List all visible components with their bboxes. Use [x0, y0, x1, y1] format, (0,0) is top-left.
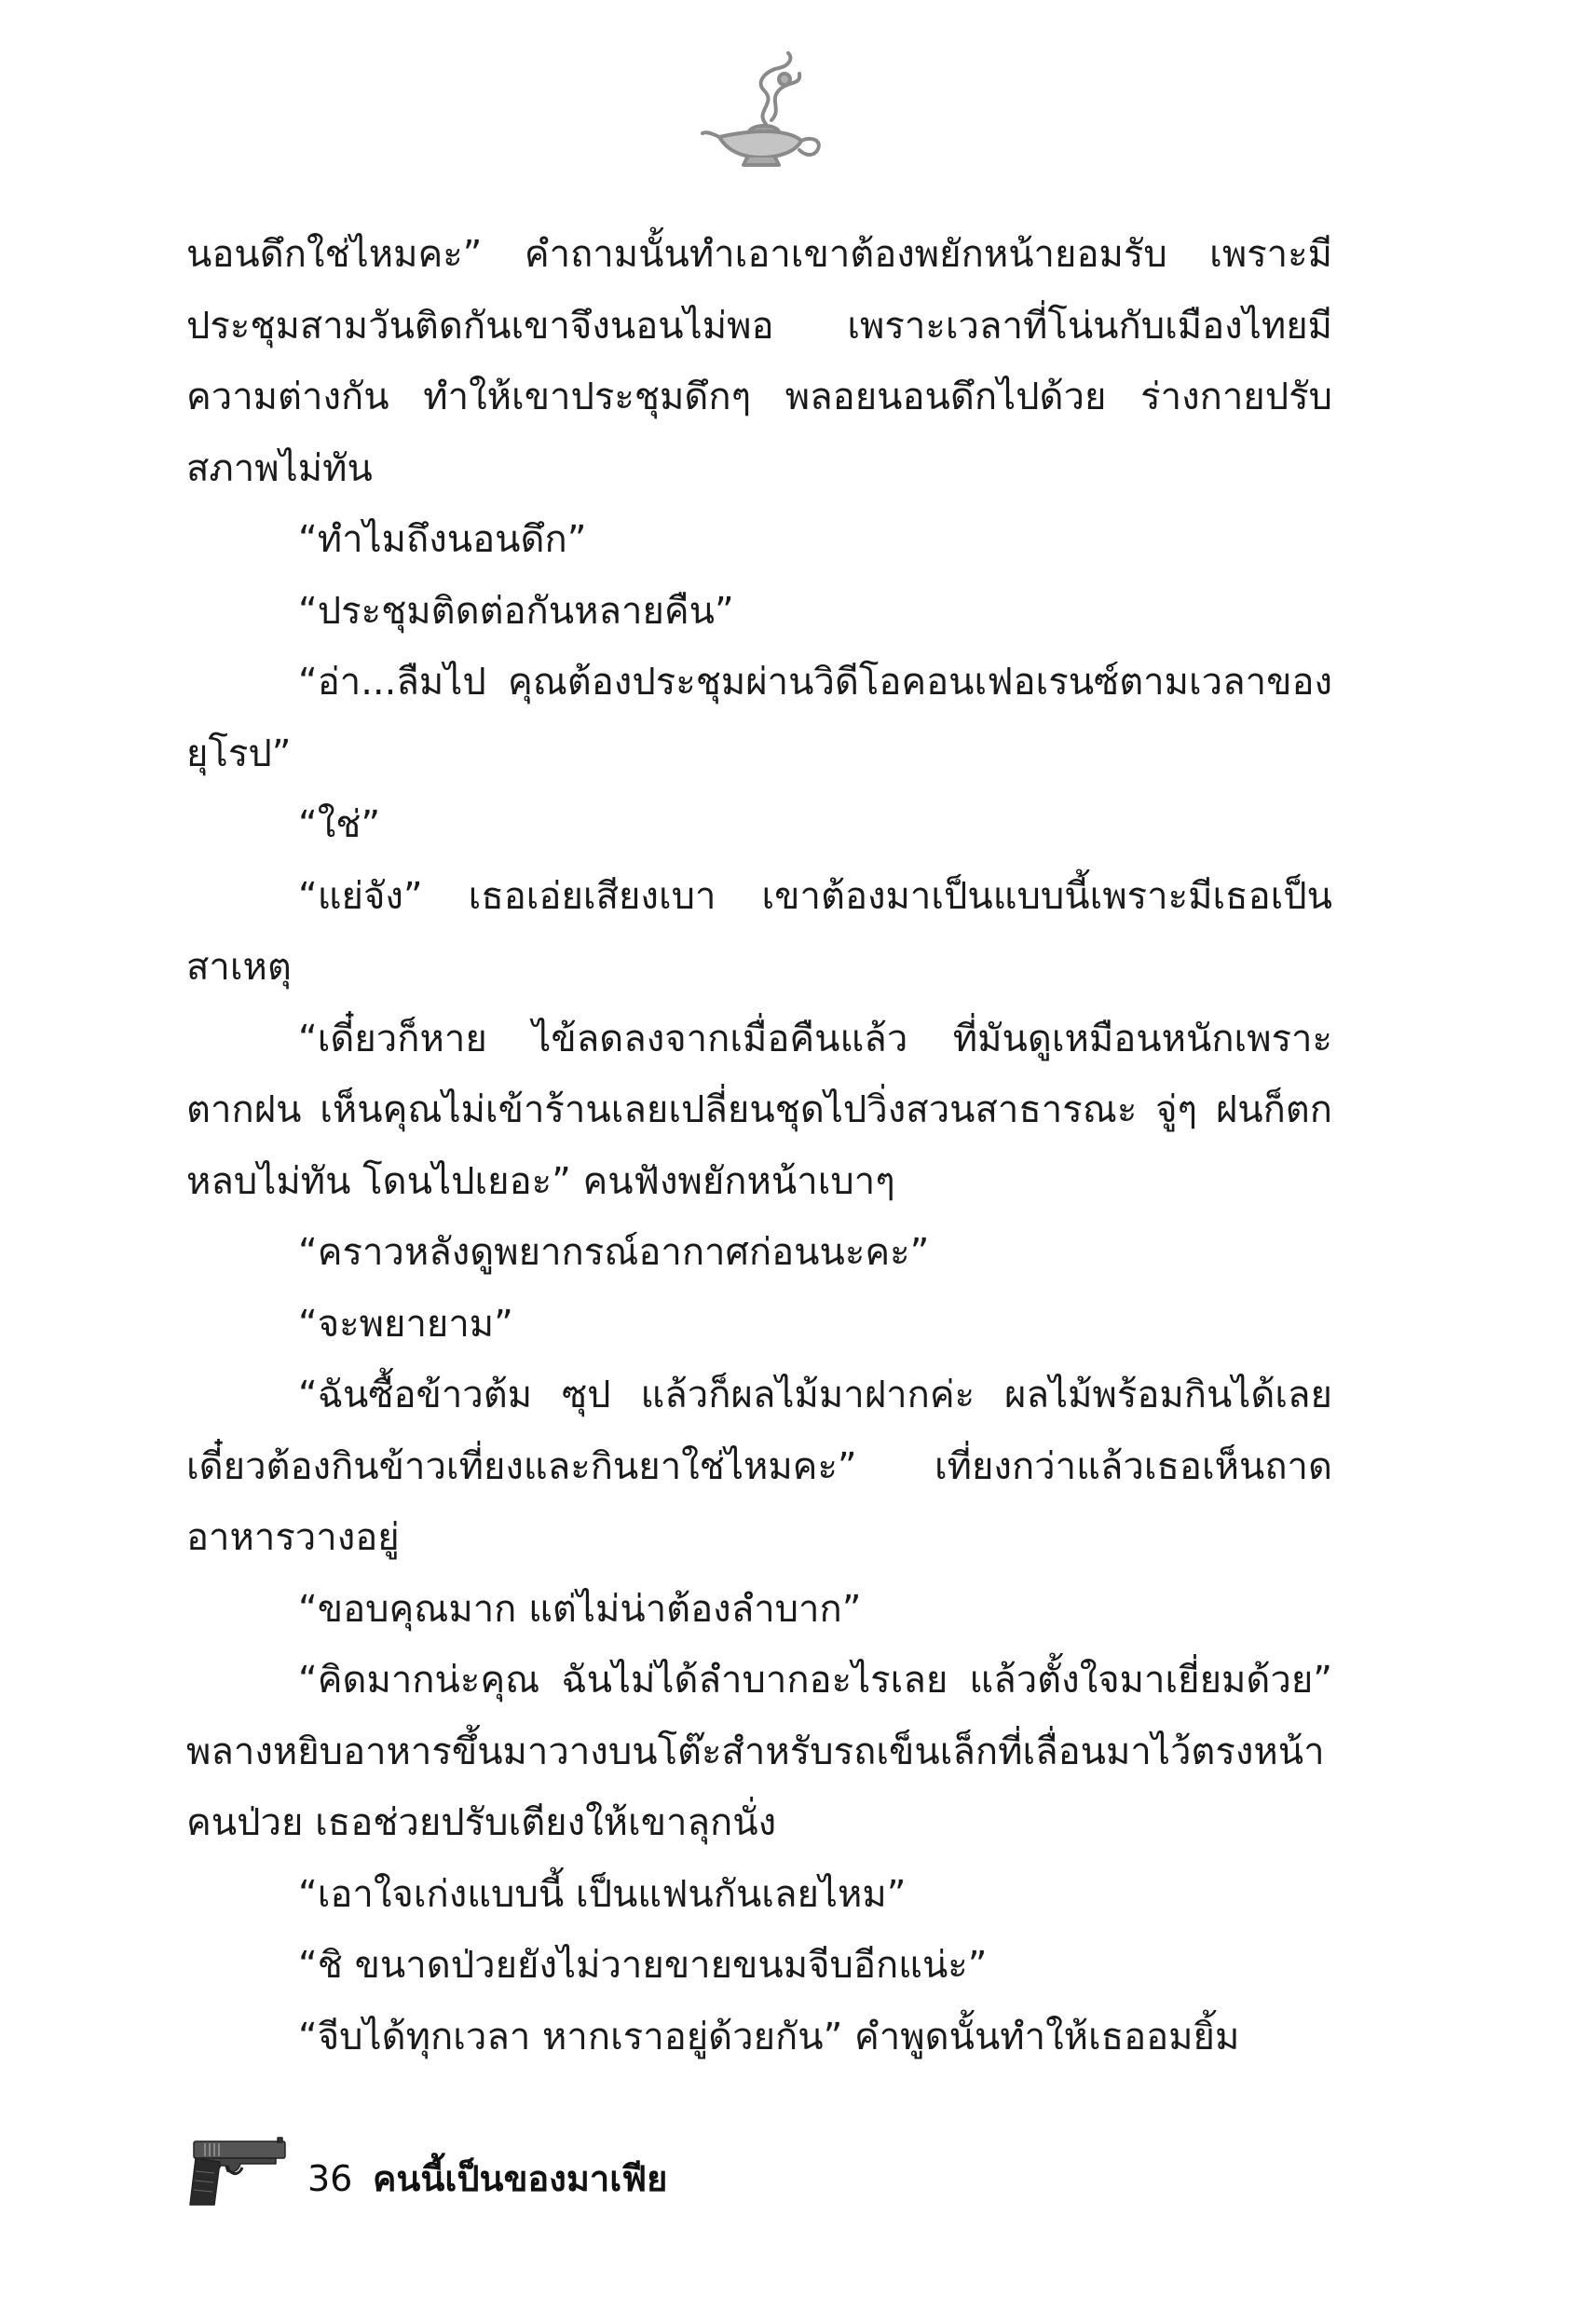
- paragraph: “จีบได้ทุกเวลา หากเราอยู่ด้วยกัน” คำพูดนั้นทำให้เธออมยิ้ม: [298, 2015, 1240, 2058]
- paragraph: “คราวหลังดูพยากรณ์อากาศก่อนนะคะ”: [298, 1231, 930, 1274]
- paragraph: “แย่จัง” เธอเอ่ยเสียงเบา เขาต้องมาเป็นแบบนี้เพราะมีเธอเป็นสาเหตุ: [186, 874, 1332, 989]
- page-footer: [186, 2134, 1332, 2218]
- paragraph: “ชิ ขนาดป่วยยังไม่วายขายขนมจีบอีกแน่ะ”: [298, 1944, 988, 1987]
- book-title: คนนี้เป็นของมาเฟีย: [373, 2158, 668, 2199]
- body-text: [186, 219, 1332, 2072]
- paragraph: นอนดึกใช่ไหมคะ” คำถามนั้นทำเอาเขาต้องพยักหน้ายอมรับ เพราะมีประชุมสามวันติดกันเขาจึงนอนไม่พอ เพราะเวลาที่โน่นกับเมืองไทยมีความต่างกัน ทำให้เขาประชุมดึกๆ พลอยนอนดึกไปด้วย ร่างกายปรับสภาพไม่ทัน: [186, 233, 1332, 490]
- paragraph: “ทำไมถึงนอนดึก”: [298, 518, 587, 561]
- genie-lamp-icon: [699, 51, 829, 172]
- paragraph: “เอาใจเก่งแบบนี้ เป็นแฟนกันเลยไหม”: [298, 1872, 907, 1916]
- paragraph: “ประชุมติดต่อกันหลายคืน”: [298, 589, 734, 633]
- pistol-icon: [186, 2134, 289, 2208]
- paragraph: “คิดมากน่ะคุณ ฉันไม่ได้ลำบากอะไรเลย แล้วตั้งใจมาเยี่ยมด้วย” พลางหยิบอาหารขึ้นมาวางบนโต๊ะสำหรับรถเข็นเล็กที่เลื่อนมาไว้ตรงหน้าคนป่วย เธอช่วยปรับเตียงให้เขาลุกนั่ง: [186, 1659, 1332, 1844]
- page-number: 36: [307, 2158, 353, 2199]
- paragraph: “ใช่”: [298, 803, 381, 846]
- paragraph: “ขอบคุณมาก แต่ไม่น่าต้องลำบาก”: [298, 1587, 862, 1631]
- paragraph: “จะพยายาม”: [298, 1302, 513, 1346]
- paragraph: “เดี๋ยวก็หาย ไข้ลดลงจากเมื่อคืนแล้ว ที่มันดูเหมือนหนักเพราะตากฝน เห็นคุณไม่เข้าร้านเลยเปลี่ยนชุดไปวิ่งสวนสาธารณะ จู่ๆ ฝนก็ตก หลบไม่ทัน โดนไปเยอะ” คนฟังพยักหน้าเบาๆ: [186, 1017, 1332, 1203]
- paragraph: “อ่า...ลืมไป คุณต้องประชุมผ่านวิดีโอคอนเฟอเรนซ์ตามเวลาของยุโรป”: [186, 661, 1332, 775]
- paragraph: “ฉันซื้อข้าวต้ม ซุป แล้วก็ผลไม้มาฝากค่ะ ผลไม้พร้อมกินได้เลย เดี๋ยวต้องกินข้าวเที่ยงและกินยาใช่ไหมคะ” เที่ยงกว่าแล้วเธอเห็นถาดอาหารวางอยู่: [186, 1374, 1332, 1559]
